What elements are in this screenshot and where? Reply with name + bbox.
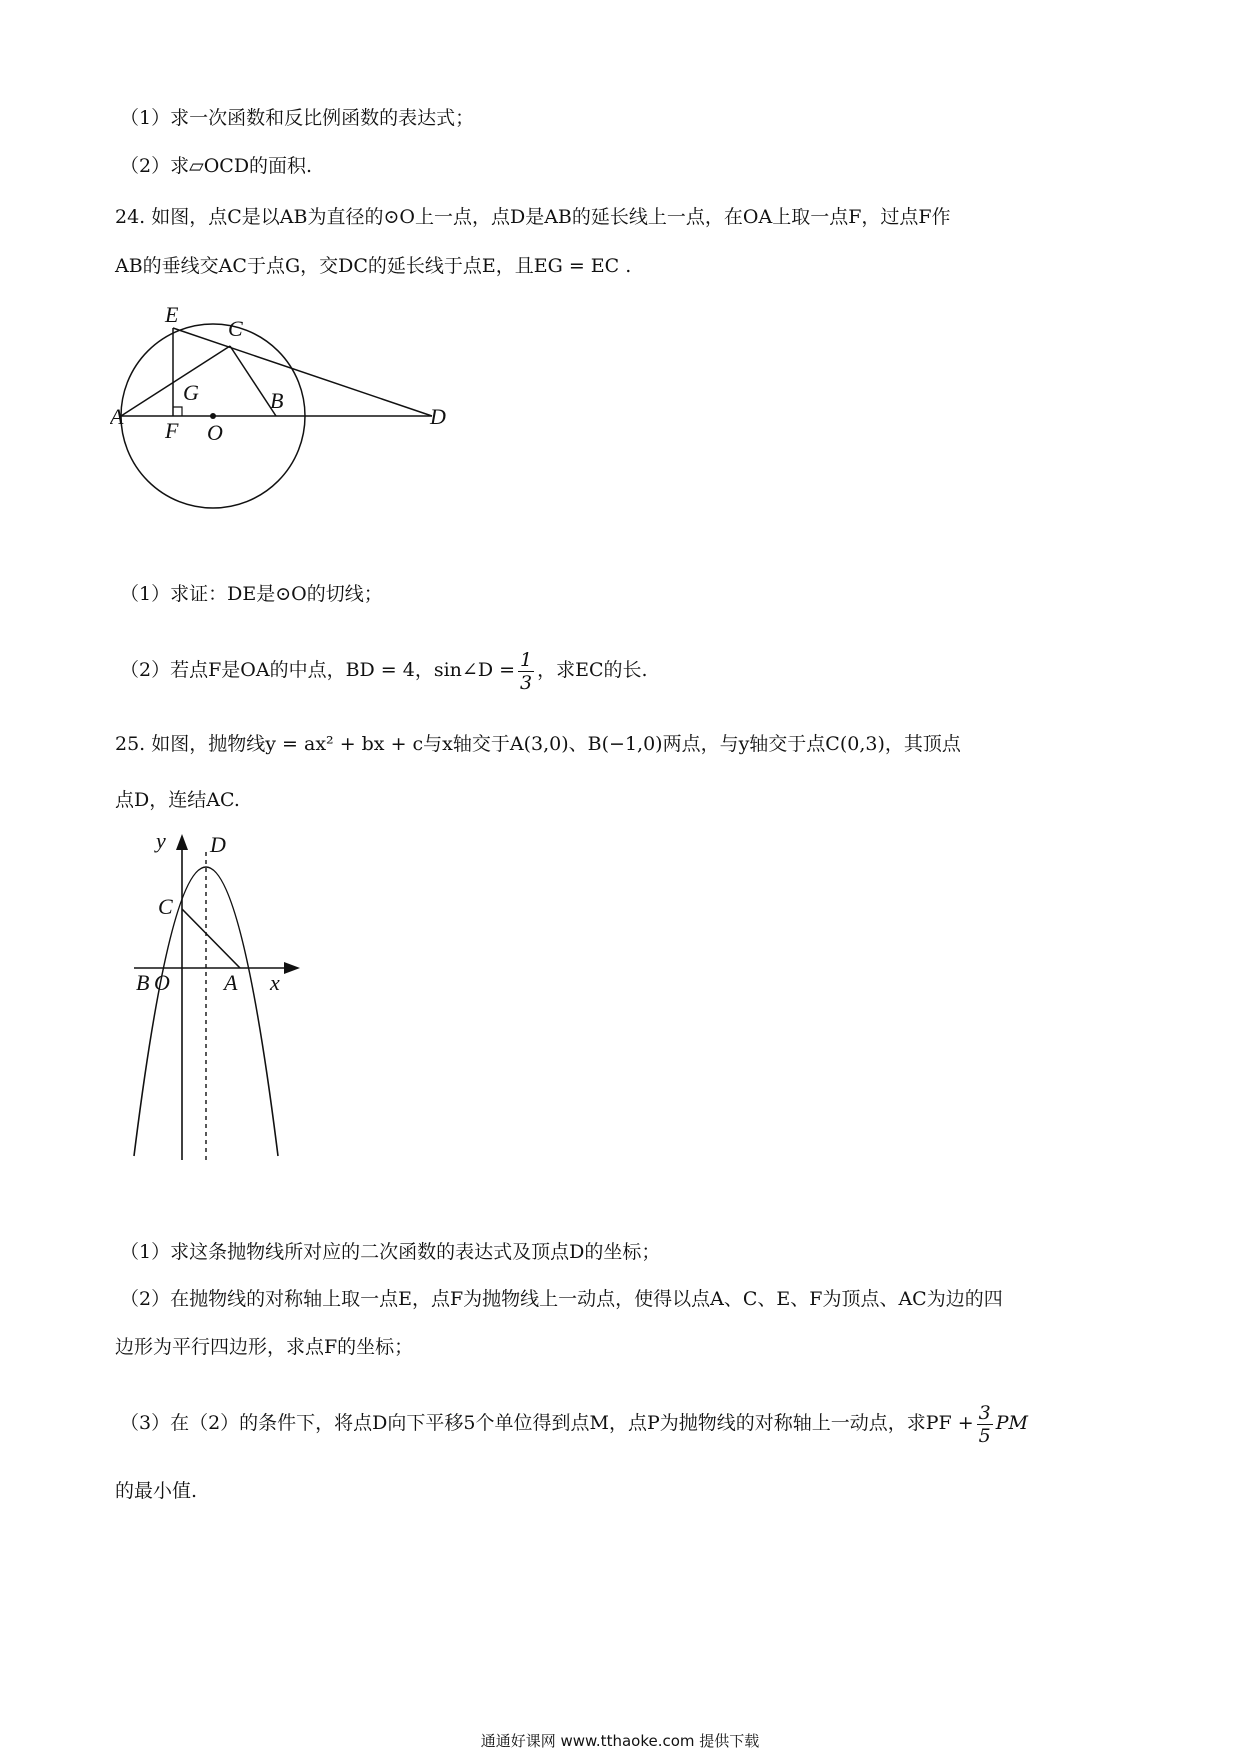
label-f: F	[165, 418, 179, 443]
q25-stem-line2: 点D，连结AC.	[115, 789, 240, 811]
q24-part2-pre: （2）若点F是OA的中点，BD = 4，sin∠D =	[120, 659, 516, 681]
label-a: A	[110, 404, 124, 429]
label-d: D	[430, 404, 446, 429]
q24-fraction-den: 3	[520, 671, 533, 694]
q25-parabola-figure	[120, 830, 310, 1175]
label-a: A	[224, 970, 238, 995]
q24-stem-line2: AB的垂线交AC于点G，交DC的延长线于点E，且EG = EC .	[115, 255, 632, 277]
q23-part1: （1）求一次函数和反比例函数的表达式；	[120, 107, 475, 129]
label-o: O	[154, 970, 170, 995]
q24-fraction	[518, 649, 534, 694]
q25-fraction-num: 3	[978, 1401, 991, 1424]
label-g: G	[183, 380, 199, 405]
y-axis-arrow	[176, 834, 188, 850]
q25-fraction	[977, 1402, 993, 1447]
label-d: D	[210, 832, 226, 857]
label-x: x	[270, 970, 280, 995]
center-dot	[210, 413, 216, 419]
q25-part2-line1: （2）在抛物线的对称轴上取一点E，点F为抛物线上一动点，使得以点A、C、E、F为顶点、AC为边的四	[120, 1288, 1003, 1310]
label-b: B	[136, 970, 150, 995]
q24-part1: （1）求证：DE是⊙O的切线；	[120, 583, 383, 605]
line-ac	[121, 346, 230, 416]
q24-geometry-figure	[110, 300, 470, 515]
line-ed	[173, 328, 432, 416]
label-c: C	[228, 316, 243, 341]
q24-part2	[120, 640, 648, 700]
q24-stem-line1: 24. 如图，点C是以AB为直径的⊙O上一点，点D是AB的延长线上一点，在OA上取一点F，过点F作	[115, 206, 951, 228]
label-e: E	[165, 302, 179, 327]
q25-part1: （1）求这条抛物线所对应的二次函数的表达式及顶点D的坐标；	[120, 1241, 661, 1263]
label-c: C	[158, 894, 173, 919]
right-angle-mark	[173, 407, 182, 416]
q24-part2-post: ，求EC的长.	[537, 659, 648, 681]
label-o: O	[207, 420, 223, 445]
label-y: y	[156, 830, 166, 853]
x-axis-arrow	[284, 962, 300, 974]
label-b: B	[270, 388, 284, 413]
q25-stem-line1: 25. 如图，抛物线y = ax² + bx + c与x轴交于A(3,0)、B(−1,0)两点，与y轴交于点C(0,3)，其顶点	[115, 733, 961, 755]
q25-fraction-den: 5	[978, 1424, 991, 1447]
q25-part3-post: PM	[995, 1412, 1029, 1434]
q24-fraction-num: 1	[520, 648, 533, 671]
q25-part3	[120, 1393, 1028, 1453]
q25-part3-line2: 的最小值.	[115, 1480, 198, 1502]
q25-part2-line2: 边形为平行四边形，求点F的坐标；	[115, 1336, 414, 1358]
q23-part2: （2）求▱OCD的面积.	[120, 155, 313, 177]
footer-source: 通通好课网 www.tthaoke.com 提供下载	[480, 1732, 760, 1750]
segment-ac	[182, 909, 240, 968]
q25-part3-pre: （3）在（2）的条件下，将点D向下平移5个单位得到点M，点P为抛物线的对称轴上一动点，求PF +	[120, 1412, 974, 1434]
